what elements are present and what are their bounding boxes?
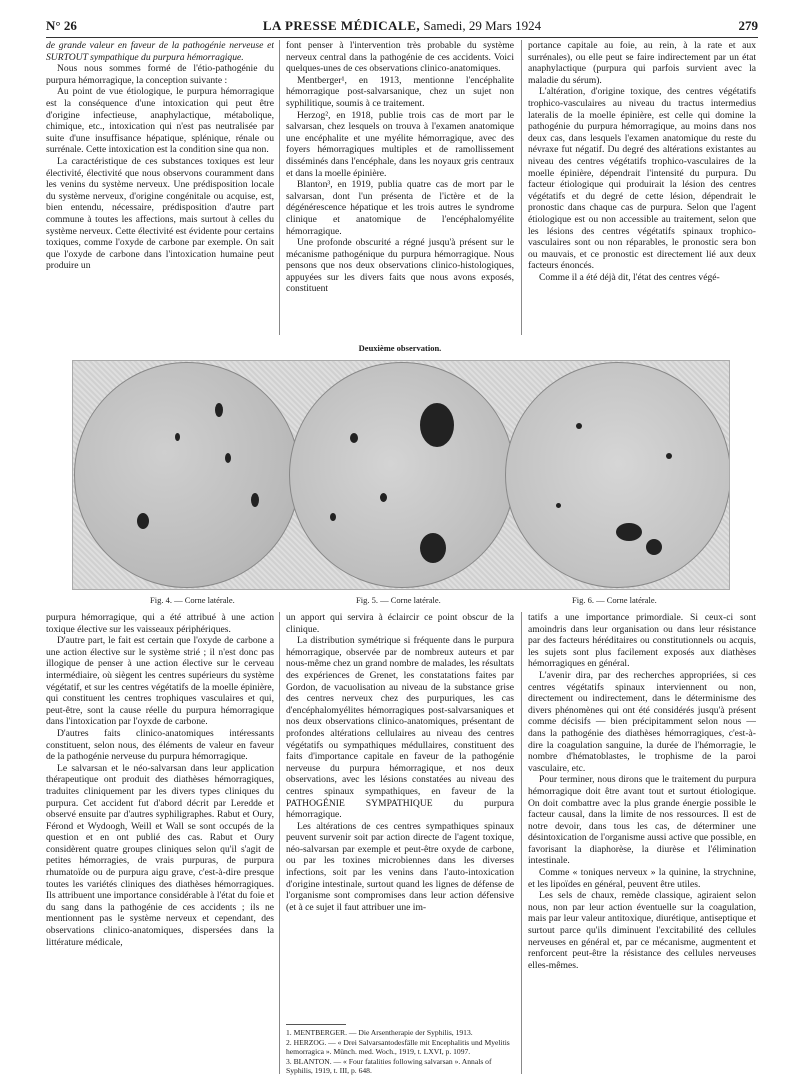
cell-blot [215, 403, 223, 417]
figure-caption: Fig. 6. — Corne latérale. [572, 595, 657, 605]
top-column-3 [528, 40, 756, 335]
paragraph: Mentberger¹, en 1913, mentionne l'encéphalite hémorragique post-salvarsanique, chez un sujet non syphilitique, soumis à ce traitement. [286, 74, 514, 109]
column-divider [279, 612, 280, 1074]
paragraph: Herzog², en 1918, publie trois cas de mort par le salvarsan, chez lesquels on trouva à l'examen anatomique une encéphalite et une myélite hémorragique, avec des foyers hémorragiques multiples et de ramollissement disséminés dans l'encéphale, dans les noyaux gris centraux et dans la moelle épinière. [286, 109, 514, 179]
paragraph: de grande valeur en faveur de la pathogénie nerveuse et SURTOUT sympathique du purpura hémorragique. [46, 40, 274, 63]
footnote: 2. HERZOG. — « Drei Salvarsantodesfälle mit Encephalitis und Myelitis hemorragica ». Münch. med. Woch., 1919, t. LXVI, p. 1097. [286, 1037, 510, 1057]
footnote: 1. MENTBERGER. — Die Arsentherapie der Syphilis, 1913. [286, 1028, 473, 1037]
paragraph: Pour terminer, nous dirons que le traitement du purpura hémorragique doit être avant tout et surtout étiologique. On doit combattre avec la plus grande énergie possible le facteur causal, dans la limite de nos ressources. Il est de notre devoir, dans tous les cas, de déterminer une désintoxication de l'organisme aussi active que possible, en favorisant la diaphorèse, la diurèse et l'élimination intestinale. [528, 774, 756, 867]
footnote: 3. BLANTON. — « Four fatalities following salvarsan ». Annals of Syphilis, 1919, t. III, p. 648. [286, 1056, 492, 1076]
micrograph-fig-4 [74, 362, 300, 588]
top-column-1 [46, 40, 274, 335]
cell-blot [420, 533, 446, 563]
micrograph-fig-6 [505, 362, 730, 588]
paragraph: La distribution symétrique si fréquente dans le purpura hémorragique, observée par de nombreux auteurs et par nous-même chez un grand nombre de malades, les résultats des expériences de Grenet, les constatations faites par Gordon, de vacuolisation au niveau de la substance grise des centres nerveux chez des purpuriques, les cas d'encéphalomyélites hémorragiques post-salvarsaniques et nos deux observations clinico-anatomiques, présentant de profondes altérations cellulaires au niveau des centres végétatifs ou sympathiques médullaires, constituent des faits d'importance capitale en faveur de la pathogénie nerveuse du purpura hémorragique, et nos deux observations, avec les lésions constatées au niveau des centres spinaux sympathiques, en faveur de la PATHOGÉNIE SYMPATHIQUE du purpura hémorragique. [286, 635, 514, 821]
paragraph: D'autres faits clinico-anatomiques intéressants constituent, selon nous, des éléments de valeur en faveur de la pathogénie nerveuse du purpura hémorragique. [46, 727, 274, 763]
micrograph-plate [72, 360, 730, 590]
cell-blot [616, 523, 642, 541]
cell-blot [251, 493, 259, 507]
paragraph: L'altération, d'origine toxique, des centres végétatifs trophico-vasculaires au niveau du tractus intermedius lateralis de la moelle épinière, est celle qui domine la pathogénie du purpura hémorragique, au moins dans nos deux cas, dans lesquels l'examen anatomique du reste du névraxe fut négatif. Du degré des altérations existantes au niveau des centres végétatifs trophico-vasculaires de la moelle épinière, dépendrait l'intensité du purpura. Du facteur étiologique qui produirait la lésion des centres végétatifs et du degré de cette lésion, dépendrait le pronostic dans chaque cas de purpura. Selon que l'agent étiologique est ou non accessible au traitement, selon que les lésions des centres végétatifs spinaux trophico-vasculaires sont ou non réparables, le pronostic sera bon ou mauvais, et ce pronostic est directement lié aux deux facteurs énoncés. [528, 86, 756, 272]
paragraph: tatifs a une importance primordiale. Si ceux-ci sont amoindris dans leur organisation ou dans leur résistance par des facteurs héréditaires ou constitutionnels ou acquis, les sujets sont plus facilement exposés aux diathèses hémorragiques en général. [528, 612, 756, 670]
cell-blot [556, 503, 561, 508]
issue-date: Samedi, 29 Mars 1924 [423, 18, 542, 33]
column-divider [521, 40, 522, 335]
paragraph: font penser à l'intervention très probable du système nerveux central dans la pathogénie de ces accidents. Voici quelques-unes de ces observations clinico-anatomiques. [286, 40, 514, 75]
paragraph: Blanton³, en 1919, publia quatre cas de mort par le salvarsan, dont l'un présenta de l'ictère et de la dégénérescence hépatique et les trois autres le syndrome clinique et anatomique de l'encéphalomyélite hémorragique. [286, 179, 514, 237]
bottom-column-3 [528, 612, 756, 1074]
paragraph: La caractéristique de ces substances toxiques est leur électivité, électivité que nous observons couramment dans les venins du système nerveux. Une prédisposition locale du système nerveux, d'origine congénitale ou acquise, est, bien entendu, nécessaire, prédisposition d'autre part commune à toutes les affections, mais surtout à celles du système nerveux. Cette électivité est évidente pour certains toxiques, comme l'oxyde de carbone par exemple. On sait que l'oxyde de carbone dans l'intoxication humaine peut produire un [46, 155, 274, 272]
cell-blot [330, 513, 336, 521]
paragraph: purpura hémorragique, qui a été attribué à une action toxique élective sur les vaisseaux périphériques. [46, 612, 274, 635]
paragraph: Les sels de chaux, remède classique, agiraient selon nous, non par leur action éventuelle sur la coagulation, mais par leur valeur antitoxique, diurétique, antiseptique et surtout parce qu'ils diminuent l'excitabilité des cellules nerveuses en général et, par ce mécanisme, augmentent et renforcent peut-être la résistance des cellules nerveuses elles-mêmes. [528, 890, 756, 971]
cell-blot [646, 539, 662, 555]
paragraph: Comme « toniques nerveux » la quinine, la strychnine, et les lipoïdes en général, peuvent être utiles. [528, 867, 756, 890]
cell-blot [380, 493, 387, 502]
micrograph-fig-5 [289, 362, 515, 588]
cell-blot [137, 513, 149, 529]
header-rule [46, 37, 758, 38]
footnotes [286, 1028, 514, 1076]
journal-title [46, 18, 758, 34]
cell-blot [350, 433, 358, 443]
cell-blot [576, 423, 582, 429]
figure-caption: Fig. 4. — Corne latérale. [150, 595, 235, 605]
issue-number: N° 26 [46, 18, 77, 33]
paragraph: Le salvarsan et le néo-salvarsan dans leur application thérapeutique ont produit des diathèses hémorragiques, traduites cliniquement par les divers types cliniques du purpura. Cet accident fut d'abord décrit par Leredde et observé ensuite par d'autres syphiligraphes. Rabut et Oury, Férond et Wydoogh, Weill et Wall se sont occupés de la question et en ont publié des cas. Rabut et Oury considèrent quatre groupes cliniques selon qu'il s'agit de petites hémorragies, de vrais purpuras, de purpura rhumatoïde ou de purpura aigu grave, c'est-à-dire presque toutes les variétés cliniques des diathèses hémorragiques. Ils attribuent une importance considérable à l'état du foie et du sang dans la pathogénie de ces accidents ; ils ne mentionnent pas le système nerveux et cependant, des observations clinico-anatomiques, dispersées dans la littérature médicale, [46, 762, 274, 948]
cell-blot [666, 453, 672, 459]
column-divider [521, 612, 522, 1074]
paragraph: un apport qui servira à éclaircir ce point obscur de la clinique. [286, 612, 514, 635]
paragraph: Une profonde obscurité a régné jusqu'à présent sur le mécanisme pathogénique du purpura hémorragique. Nous pensons que nos deux observations clinico-histologiques, appuyées sur les divers faits que nous avons exposés, constituent [286, 237, 514, 295]
figure-title: Deuxième observation. [358, 343, 442, 353]
top-column-2 [286, 40, 514, 335]
figure-caption: Fig. 5. — Corne latérale. [356, 595, 441, 605]
paragraph: Au point de vue étiologique, le purpura hémorragique est la conséquence d'une intoxication qui peut être d'origine infectieuse, anaphylactique, métabolique, chimique, etc., intoxication qui n'est pas neutralisée par suite d'une insuffisance hépatique, splénique, rénale ou surrénale. Cette intoxication est la condition sine qua non. [46, 86, 274, 156]
footnote-rule [286, 1024, 346, 1025]
bottom-column-1 [46, 612, 274, 1074]
running-head [46, 14, 758, 34]
paragraph: portance capitale au foie, au rein, à la rate et aux surrénales), ou elle peut se faire indirectement par un état anaphylactique (purpura qui parfois survient avec la maladie du sérum). [528, 40, 756, 86]
paragraph: D'autre part, le fait est certain que l'oxyde de carbone a une action élective sur le système strié ; il n'est donc pas illogique de penser à une action élective sur le cerveau intermédiaire, où siègent les centres supérieurs du système végétatif, et sur les centres végétatifs de la moelle épinière, qui constituent les centres trophiques vasculaires et qui, peut-être, sont la cause réelle du purpura hémorragique dans l'intoxication par l'oyxde de carbone. [46, 635, 274, 728]
bottom-column-2 [286, 612, 514, 1020]
paragraph: Nous nous sommes formé de l'étio-pathogénie du purpura hémorragique, la conception suivante : [46, 63, 274, 86]
paragraph: L'avenir dira, par des recherches appropriées, si ces centres végétatifs spinaux interviennent ou non, directement ou indirectement, dans le déterminisme des divers phénomènes qui ont été considérés jusqu'à présent comme décisifs — bien précipitamment selon nous — dans la pathogénie des diathèses hémorragiques, c'est-à-dire la coagulation sanguine, la durée de l'hémorragie, le nombre d'hématoblastes, le trophisme de la paroi vasculaire, etc. [528, 669, 756, 774]
paragraph: Comme il a été déjà dit, l'état des centres végé- [539, 271, 720, 283]
column-divider [279, 40, 280, 335]
cell-blot [420, 403, 454, 447]
page-number: 279 [738, 18, 758, 33]
paragraph: Les altérations de ces centres sympathiques spinaux peuvent survenir soit par action directe de l'agent toxique, néo-salvarsan par exemple et peut-être oxyde de carbone, ou par les toxines microbiennes dans les diverses infections, soit par les venins dans l'auto-intoxication d'origine intestinale, surtout quand les lignes de défense de l'organisme sont compromises dans leur action défensive (et à ce sujet il faut attribuer une im- [286, 820, 514, 913]
cell-blot [225, 453, 231, 463]
cell-blot [175, 433, 180, 441]
journal-name: LA PRESSE MÉDICALE, [262, 18, 421, 33]
